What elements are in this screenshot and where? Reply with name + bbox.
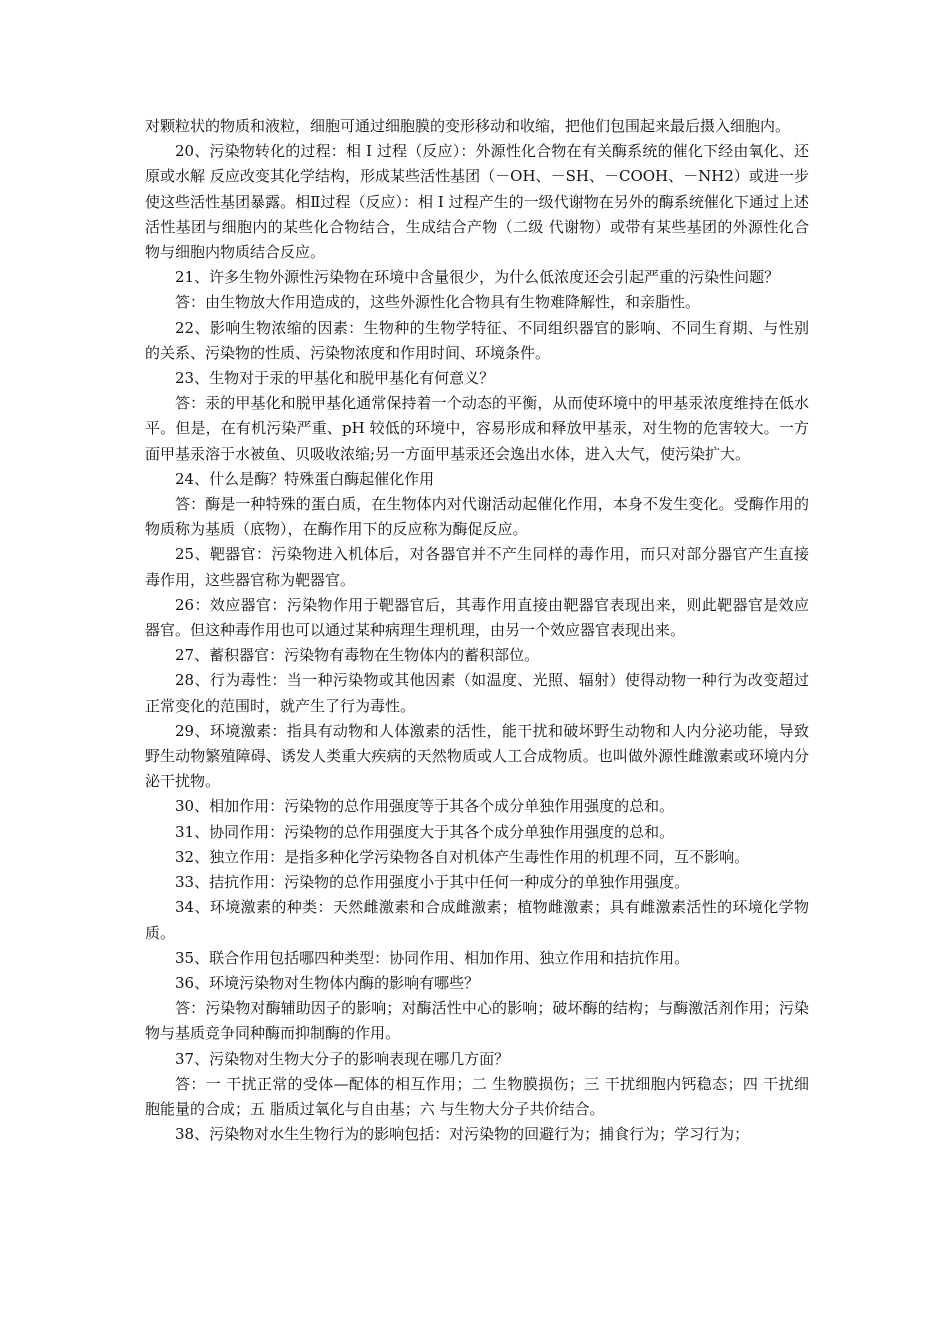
paragraph: 23、生物对于汞的甲基化和脱甲基化有何意义？ [175, 369, 495, 388]
paragraph: 37、污染物对生物大分子的影响表现在哪几方面？ [175, 1049, 510, 1068]
paragraph: 26：效应器官：污染物作用于靶器官后，其毒作用直接由靶器官表现出来，则此靶器官是效应器官。但这种毒作用也可以通过某种病理生理机理，由另一个效应器官表现出来。 [145, 595, 809, 640]
paragraph: 33、拮抗作用：污染物的总作用强度小于其中任何一种成分的单独作用强度。 [175, 873, 690, 892]
document-body [145, 114, 809, 1147]
paragraph: 29、环境激素：指具有动物和人体激素的活性，能干扰和破坏野生动物和人内分泌功能，导致野生动物繁殖障碍、诱发人类重大疾病的天然物质或人工合成物质。也叫做外源性雌激素或环境内分泌干扰物。 [145, 721, 809, 791]
paragraph: 30、相加作用：污染物的总作用强度等于其各个成分单独作用强度的总和。 [175, 797, 675, 816]
paragraph: 27、蓄积器官：污染物有毒物在生物体内的蓄积部位。 [175, 646, 540, 665]
paragraph: 答：酶是一种特殊的蛋白质，在生物体内对代谢活动起催化作用，本身不发生变化。受酶作用的物质称为基质（底物），在酶作用下的反应称为酶促反应。 [145, 495, 809, 539]
paragraph: 答：汞的甲基化和脱甲基化通常保持着一个动态的平衡，从而使环境中的甲基汞浓度维持在低水平。但是，在有机污染严重、pH 较低的环境中，容易形成和释放甲基汞，对生物的危害较大。一方面甲基汞溶于水被鱼、贝吸收浓缩;另一方面甲基汞还会逸出水体，进入大气，使污染扩大。 [145, 394, 809, 463]
paragraph: 24、什么是酶？特殊蛋白酶起催化作用 [175, 469, 435, 488]
paragraph: 35、联合作用包括哪四种类型：协同作用、相加作用、独立作用和拮抗作用。 [175, 948, 690, 967]
paragraph: 38、污染物对水生生物行为的影响包括：对污染物的回避行为；捕食行为；学习行为； [175, 1125, 750, 1144]
paragraph: 25、靶器官：污染物进入机体后，对各器官并不产生同样的毒作用，而只对部分器官产生直接毒作用，这些器官称为靶器官。 [145, 545, 809, 589]
paragraph: 对颗粒状的物质和液粒，细胞可通过细胞膜的变形移动和收缩，把他们包围起来最后摄入细胞内。 [145, 117, 791, 135]
paragraph: 21、许多生物外源性污染物在环境中含量很少，为什么低浓度还会引起严重的污染性问题？ [175, 268, 780, 287]
paragraph: 28、行为毒性：当一种污染物或其他因素（如温度、光照、辐射）使得动物一种行为改变超过正常变化的范围时，就产生了行为毒性。 [145, 671, 809, 715]
paragraph: 22、影响生物浓缩的因素：生物种的生物学特征、不同组织器官的影响、不同生育期、与性别的关系、污染物的性质、污染物浓度和作用时间、环境条件。 [145, 318, 809, 362]
paragraph: 答：一 干扰正常的受体—配体的相互作用；二 生物膜损伤；三 干扰细胞内钙稳态；四 干扰细胞能量的合成；五 脂质过氧化与自由基；六 与生物大分子共价结合。 [145, 1074, 809, 1118]
paragraph: 34、环境激素的种类：天然雌激素和合成雌激素；植物雌激素；具有雌激素活性的环境化学物质。 [145, 898, 809, 942]
paragraph: 36、环境污染物对生物体内酶的影响有哪些？ [175, 973, 480, 992]
paragraph: 答：由生物放大作用造成的，这些外源性化合物具有生物难降解性，和亲脂性。 [175, 293, 701, 312]
paragraph: 20、污染物转化的过程：相 I 过程（反应）：外源性化合物在有关酶系统的催化下经由氧化、还原或水解 反应改变其化学结构，形成某些活性基团（－OH、－SH、－COOH、－NH2）或进一步使这些活性基团暴露。相Ⅱ过程（反应）：相 I 过程产生的一级代谢物在另外的酶系统催化下通过上述 活性基团与细胞内的某些化合物结合，生成结合产物（二级 代谢物）或带有某些基团的外源性化合物与细胞内物质结合反应。 [145, 142, 809, 262]
paragraph: 32、独立作用：是指多种化学污染物各自对机体产生毒性作用的机理不同，互不影响。 [175, 847, 750, 866]
paragraph: 31、协同作用：污染物的总作用强度大于其各个成分单独作用强度的总和。 [175, 822, 675, 841]
paragraph: 答：污染物对酶辅助因子的影响；对酶活性中心的影响；破坏酶的结构；与酶激活剂作用；污染物与基质竞争同种酶而抑制酶的作用。 [145, 999, 809, 1043]
